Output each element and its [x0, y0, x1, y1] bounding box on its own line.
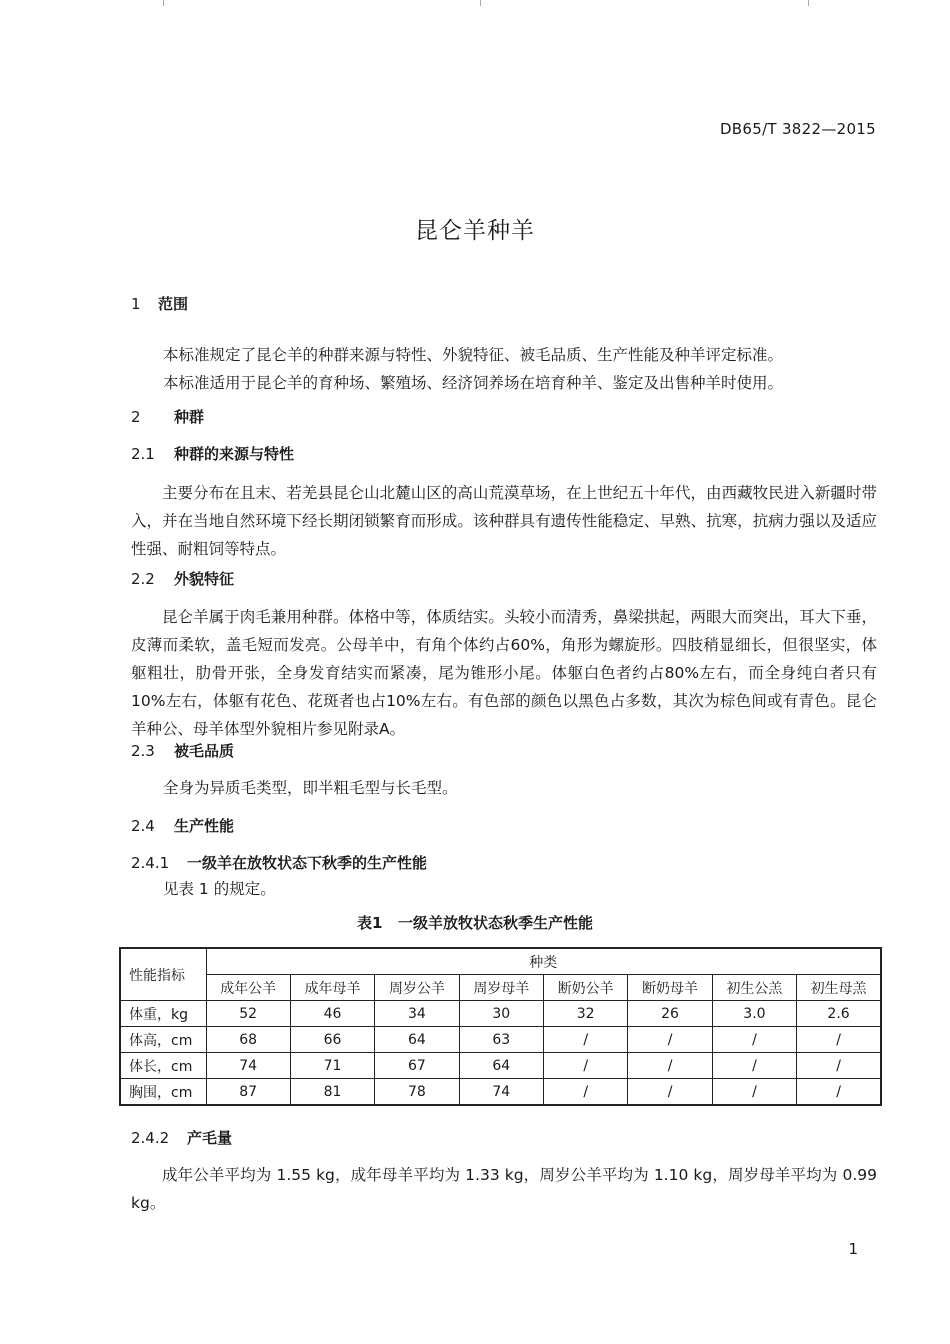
table-column-header: 周岁公羊 — [375, 975, 459, 1001]
table-cell: / — [712, 1027, 796, 1053]
section-2-4-1-text: 见表 1 的规定。 — [163, 880, 276, 898]
table-cell: 74 — [459, 1079, 543, 1106]
table-group-label: 种类 — [206, 948, 881, 975]
table-cell: / — [628, 1079, 712, 1106]
table-cell: 26 — [628, 1001, 712, 1027]
table-column-header: 周岁母羊 — [459, 975, 543, 1001]
standard-code: DB65/T 3822—2015 — [719, 120, 876, 138]
table-row — [120, 1027, 881, 1053]
table-column-header: 断奶母羊 — [628, 975, 712, 1001]
section-2-4-heading: 2.4 生产性能 — [131, 817, 235, 835]
section-1-heading: 1 范围 — [131, 295, 189, 313]
table-cell: 64 — [375, 1027, 459, 1053]
table-header-row — [120, 975, 881, 1001]
table-cell: 78 — [375, 1079, 459, 1106]
table-row-label: 体高，cm — [120, 1027, 206, 1053]
table-cell: / — [712, 1053, 796, 1079]
table-row-label: 体重，kg — [120, 1001, 206, 1027]
table-cell: 3.0 — [712, 1001, 796, 1027]
performance-table — [119, 947, 882, 1106]
section-2-heading: 2 种群 — [131, 408, 205, 426]
table-row-label: 体长，cm — [120, 1053, 206, 1079]
table-cell: 68 — [206, 1027, 290, 1053]
table-cell: / — [544, 1079, 628, 1106]
section-2-1-heading: 2.1 种群的来源与特性 — [131, 445, 295, 463]
section-1-text: 本标准规定了昆仑羊的种群来源与特性、外貌特征、被毛品质、生产性能及种羊评定标准。 本标准适用于昆仑羊的育种场、繁殖场、经济饲养场在培育种羊、鉴定及出售种羊时使用。 — [163, 346, 784, 392]
table-column-header: 初生母羔 — [797, 975, 881, 1001]
scan-mark — [480, 0, 481, 6]
table-row-label: 胸围，cm — [120, 1079, 206, 1106]
table-row — [120, 1053, 881, 1079]
scan-mark — [163, 0, 164, 6]
section-2-3-heading: 2.3 被毛品质 — [131, 742, 235, 760]
section-2-4-2-text: 成年公羊平均为 1.55 kg，成年母羊平均为 1.33 kg，周岁公羊平均为 1.10 kg，周岁母羊平均为 0.99 kg。 — [131, 1166, 877, 1212]
table-caption: 表1 一级羊放牧状态秋季生产性能 — [356, 914, 594, 932]
table-cell: 66 — [290, 1027, 374, 1053]
table-cell: / — [544, 1027, 628, 1053]
page-title: 昆仑羊种羊 — [415, 218, 535, 244]
table-cell: / — [628, 1027, 712, 1053]
section-2-3-text: 全身为异质毛类型，即半粗毛型与长毛型。 — [163, 779, 458, 797]
table-cell: 46 — [290, 1001, 374, 1027]
table-cell: 52 — [206, 1001, 290, 1027]
table-cell: 30 — [459, 1001, 543, 1027]
table-cell: 64 — [459, 1053, 543, 1079]
table-row-header-label: 性能指标 — [120, 948, 206, 1001]
scan-mark — [808, 0, 809, 6]
table-cell: / — [544, 1053, 628, 1079]
section-2-2-text: 昆仑羊属于肉毛兼用种群。体格中等，体质结实。头较小而清秀，鼻梁拱起，两眼大而突出，耳大下垂，皮薄而柔软，盖毛短而发亮。公母羊中，有角个体约占60%，角形为螺旋形。四肢稍显细长，但很坚实，体躯粗壮，肋骨开张，全身发育结实而紧凑，尾为锥形小尾。体躯白色者约占80%左右，而全身纯白者只有10%左右，体躯有花色、花斑者也占10%左右。有色部的颜色以黑色占多数，其次为棕色间或有青色。昆仑羊种公、母羊体型外貌相片参见附录A。 — [131, 608, 877, 738]
table-column-header: 成年公羊 — [206, 975, 290, 1001]
table-column-header: 初生公羔 — [712, 975, 796, 1001]
table-cell: / — [712, 1079, 796, 1106]
table-cell: 2.6 — [797, 1001, 881, 1027]
table-cell: / — [797, 1053, 881, 1079]
page-number: 1 — [848, 1240, 858, 1258]
table-cell: 67 — [375, 1053, 459, 1079]
table-cell: 32 — [544, 1001, 628, 1027]
section-2-2-heading: 2.2 外貌特征 — [131, 570, 235, 588]
table-cell: / — [797, 1027, 881, 1053]
table-cell: 63 — [459, 1027, 543, 1053]
table-row — [120, 1079, 881, 1106]
table-header-row — [120, 948, 881, 975]
section-2-4-1-heading: 2.4.1 一级羊在放牧状态下秋季的生产性能 — [131, 854, 428, 872]
table-cell: 87 — [206, 1079, 290, 1106]
table-cell: 71 — [290, 1053, 374, 1079]
table-row — [120, 1001, 881, 1027]
table-column-header: 成年母羊 — [290, 975, 374, 1001]
table-cell: / — [797, 1079, 881, 1106]
section-2-1-text: 主要分布在且末、若羌县昆仑山北麓山区的高山荒漠草场，在上世纪五十年代，由西藏牧民进入新疆时带入，并在当地自然环境下经长期闭锁繁育而形成。该种群具有遗传性能稳定、早熟、抗寒，抗病力强以及适应性强、耐粗饲等特点。 — [131, 484, 877, 558]
table-cell: 34 — [375, 1001, 459, 1027]
table-cell: / — [628, 1053, 712, 1079]
section-2-4-2-heading: 2.4.2 产毛量 — [131, 1129, 233, 1147]
table-column-header: 断奶公羊 — [544, 975, 628, 1001]
table-cell: 74 — [206, 1053, 290, 1079]
table-cell: 81 — [290, 1079, 374, 1106]
